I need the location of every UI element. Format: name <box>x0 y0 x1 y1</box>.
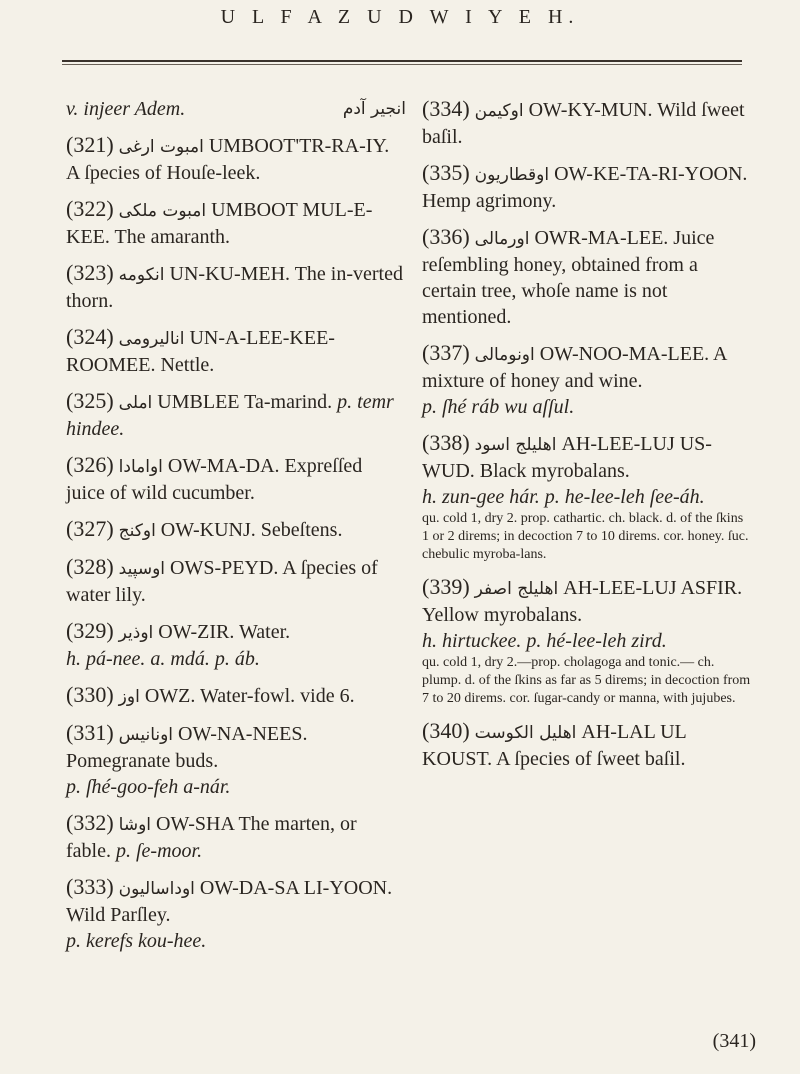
entry-322: (322) امبوت ملکی UMBOOT MUL-E-KEE. The amaranth. <box>66 196 373 248</box>
entry-327: (327) اوکنج OW-KUNJ. Sebeſtens. <box>66 516 343 541</box>
entry-328: (328) اوسپید OWS-PEYD. A ſpecies of water lily. <box>66 554 378 606</box>
entry-340: (340) اهلیل الکوست AH-LAL UL KOUST. A ſpecies of ſweet baſil. <box>422 718 686 770</box>
catchword: (341) <box>712 1030 756 1052</box>
right-column <box>422 96 752 782</box>
entry-333: (333) اوداسالیون OW-DA-SA LI-YOON. Wild Parſley. p. kerefs kou-hee. <box>66 874 393 952</box>
entry-line: v. injeer Adem. انجیر آدم <box>66 98 406 120</box>
entry-339: (339) اهلیلج اصفر AH-LEE-LUJ ASFIR. Yellow myrobalans. h. hirtuckee. p. hé-lee-leh zird. qu. cold 1, dry 2.—prop. cholagoga and tonic.— ch. plump. d. of the ſkins as far as 5 direms; in decoction from 7 to 20 direms. cor. ſugar-candy or manna, with jujubes. <box>422 574 751 706</box>
entry-323: (323) انکومه UN-KU-MEH. The in-verted thorn. <box>66 260 403 312</box>
entry-338: (338) اهلیلج اسود AH-LEE-LUJ US-WUD. Black myrobalans. h. zun-gee hár. p. he-lee-leh ſee-áh. qu. cold 1, dry 2. prop. cathartic. ch. black. d. of the ſkins 1 or 2 direms; in decoction 7 to 10 direms. cor. honey. ſuc. chebulic myroba-lans. <box>422 430 749 562</box>
entry-324: (324) انالیرومی UN-A-LEE-KEE-ROOMEE. Nettle. <box>66 324 335 376</box>
entry-334: (334) اوکیمن OW-KY-MUN. Wild ſweet baſil. <box>422 96 745 148</box>
entry-325: (325) املی UMBLEE Ta-marind. p. temr hindee. <box>66 388 394 440</box>
entry-336: (336) اورمالی OWR-MA-LEE. Juice reſembling honey, obtained from a certain tree, whoſe name is not mentioned. <box>422 224 715 328</box>
entry-330: (330) اوز OWZ. Water-fowl. vide 6. <box>66 682 355 707</box>
entry-337: (337) اونومالی OW-NOO-MA-LEE. A mixture of honey and wine. p. ſhé ráb wu aſſul. <box>422 340 727 418</box>
header-rule-thin <box>62 64 742 65</box>
left-column <box>66 96 406 964</box>
header-rule <box>62 60 742 62</box>
page-header: U L F A Z U D W I Y E H. <box>220 6 580 28</box>
entry-329: (329) اوذیر OW-ZIR. Water. h. pá-nee. a. mdá. p. áb. <box>66 618 291 670</box>
entry-326: (326) اوامادا OW-MA-DA. Expreſſed juice of wild cucumber. <box>66 452 363 504</box>
entry-321: (321) امبوت ارغی UMBOOT'TR-RA-IY. A ſpecies of Houſe-leek. <box>66 132 390 184</box>
entry-335: (335) اوقطاریون OW-KE-TA-RI-YOON. Hemp agrimony. <box>422 160 748 212</box>
entry-331: (331) اونانیس OW-NA-NEES. Pomegranate buds. p. ſhé-goo-feh a-nár. <box>66 720 308 798</box>
entry-332: (332) اوشا OW-SHA The marten, or fable. p. ſe-moor. <box>66 810 357 862</box>
